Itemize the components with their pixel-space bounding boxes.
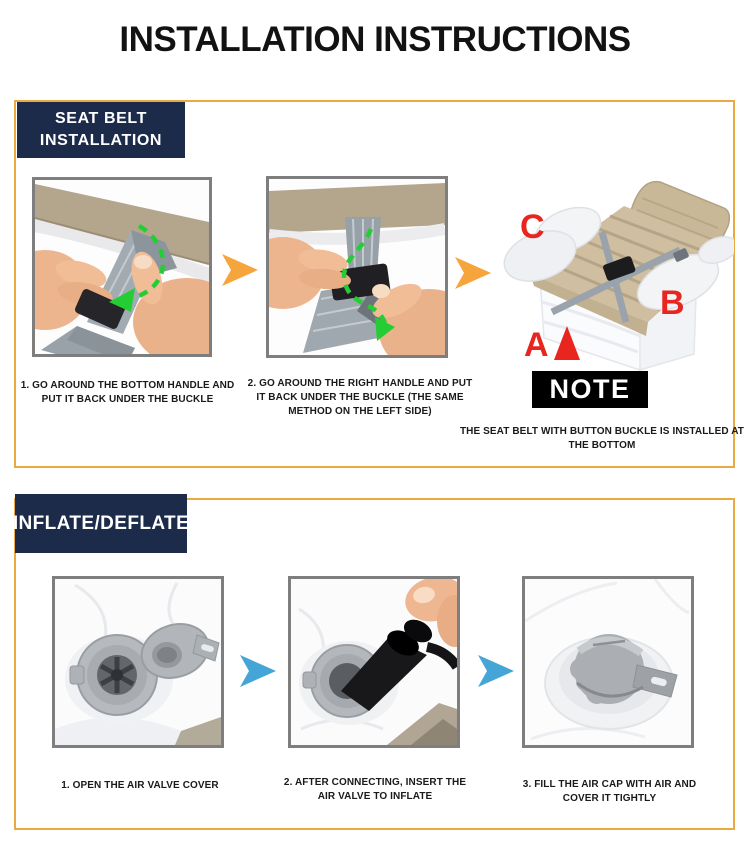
air-pump-insert-photo	[288, 576, 460, 748]
label-b: B	[660, 284, 685, 322]
arrow-right-icon	[240, 655, 276, 692]
note-badge: NOTE	[532, 371, 648, 408]
arrow-right-icon	[455, 257, 491, 294]
strap-loop-illustration	[35, 180, 209, 354]
step2-caption: 2. GO AROUND THE RIGHT HANDLE AND PUT IT BACK UNDER THE BUCKLE (THE SAME METHOD ON THE LEFT SIDE)	[247, 378, 473, 417]
arrow-right-icon	[222, 254, 258, 291]
step1-caption: 1. GO AROUND THE BOTTOM HANDLE AND PUT IT BACK UNDER THE BUCKLE	[20, 380, 235, 405]
air-valve-open-photo	[52, 576, 224, 748]
label-c: C	[520, 208, 545, 246]
seat-belt-step1-photo	[32, 177, 212, 357]
note-text: THE SEAT BELT WITH BUTTON BUCKLE IS INSTALLED AT THE BOTTOM	[459, 426, 745, 451]
valve-open-illustration	[55, 579, 221, 745]
arrow-right-icon	[478, 655, 514, 692]
mattress-diagram	[482, 170, 734, 372]
page-title: INSTALLATION INSTRUCTIONS	[119, 20, 631, 59]
strap-buckle-illustration	[269, 179, 445, 355]
seat-belt-badge-line1: SEAT BELT	[55, 110, 147, 128]
valve-closed-illustration	[525, 579, 691, 745]
inflate-badge-label: INFLATE/DEFLATE	[12, 512, 190, 534]
air-valve-closed-photo	[522, 576, 694, 748]
valve-step3-caption: 3. FILL THE AIR CAP WITH AIR AND COVER IT TIGHTLY	[522, 779, 697, 804]
pump-nozzle-illustration	[291, 579, 457, 745]
seat-belt-step2-photo	[266, 176, 448, 358]
inflate-deflate-badge	[12, 494, 190, 553]
valve-step1-caption: 1. OPEN THE AIR VALVE COVER	[61, 780, 219, 791]
seat-belt-section-badge	[17, 102, 185, 158]
valve-step2-caption: 2. AFTER CONNECTING, INSERT THE AIR VALVE TO INFLATE	[283, 777, 467, 802]
label-a: A	[524, 326, 549, 364]
seat-belt-badge-line2: INSTALLATION	[39, 132, 163, 149]
